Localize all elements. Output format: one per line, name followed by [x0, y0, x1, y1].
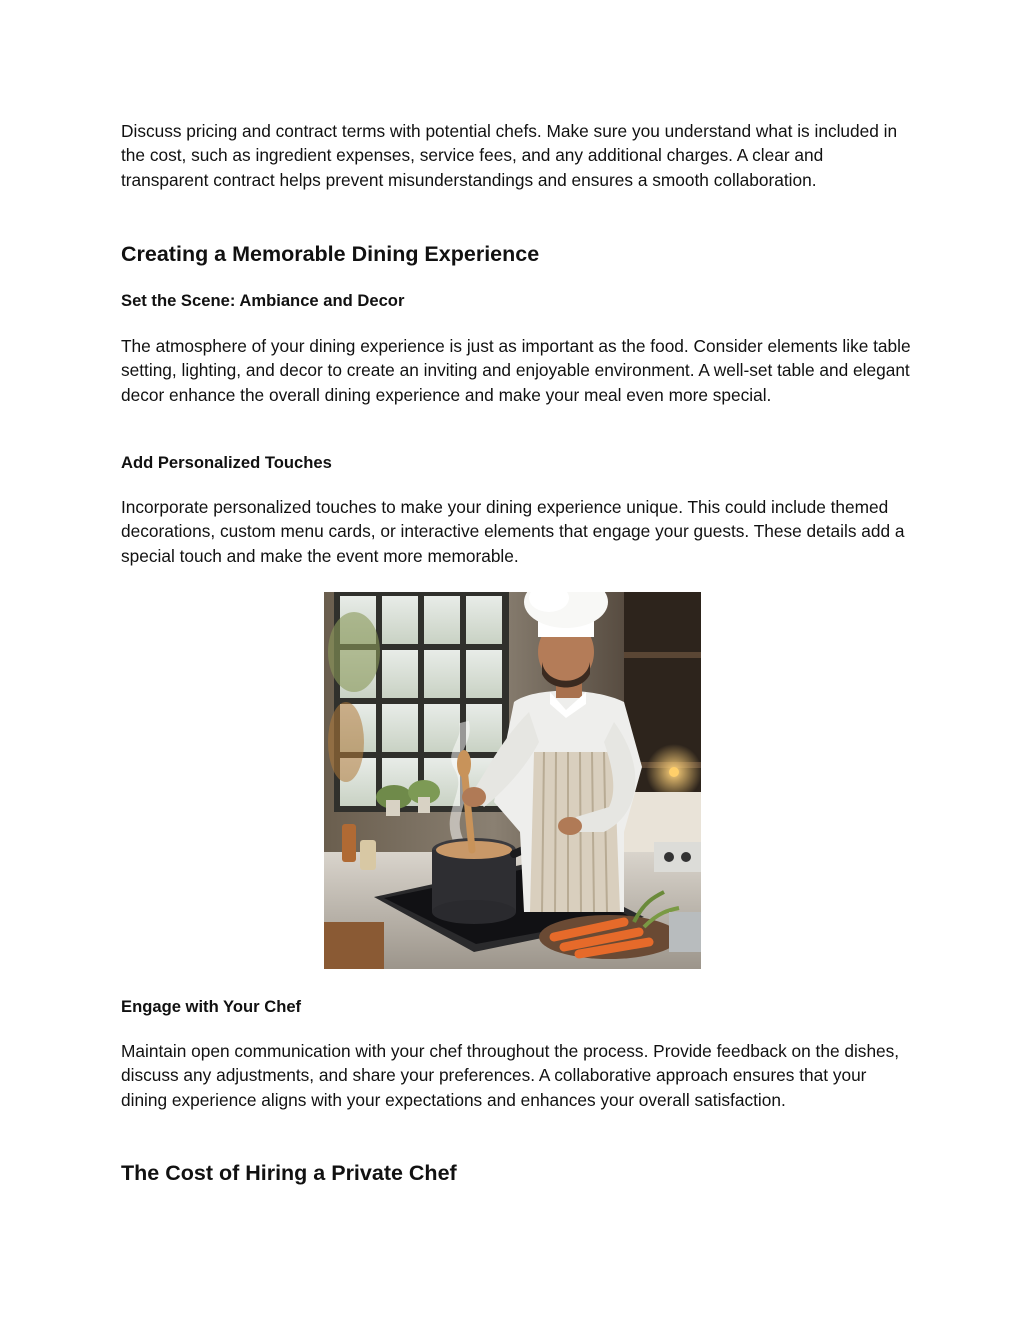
subheading-engage-chef: Engage with Your Chef [121, 997, 302, 1016]
heading-memorable-dining: Creating a Memorable Dining Experience [121, 242, 540, 266]
subheading-set-the-scene: Set the Scene: Ambiance and Decor [121, 291, 405, 310]
paragraph-ambiance: The atmosphere of your dining experience is just as important as the food. Consider elements like table setting, lighting, and decor to create an inviting and enjoyable environment. A well-set table and elegant decor enhance the overall dining experience and make your meal even more special. [121, 336, 911, 405]
paragraph-engage: Maintain open communication with your chef throughout the process. Provide feedback on the dishes, discuss any adjustments, and share your preferences. A collaborative approach ensures that your dining experience aligns with your expectations and enhances your overall satisfaction. [121, 1041, 900, 1110]
heading-cost-private-chef: The Cost of Hiring a Private Chef [121, 1161, 457, 1185]
chef-cooking-image [324, 592, 701, 969]
paragraph-pricing: Discuss pricing and contract terms with potential chefs. Make sure you understand what is included in the cost, such as ingredient expenses, service fees, and any additional charges. A clear and transparent contract helps prevent misunderstandings and ensures a smooth collaboration. [121, 121, 898, 190]
subheading-personalized-touches: Add Personalized Touches [121, 453, 332, 472]
paragraph-personalized: Incorporate personalized touches to make your dining experience unique. This could include themed decorations, custom menu cards, or interactive elements that engage your guests. These details add a special touch and make the event more memorable. [121, 497, 905, 566]
